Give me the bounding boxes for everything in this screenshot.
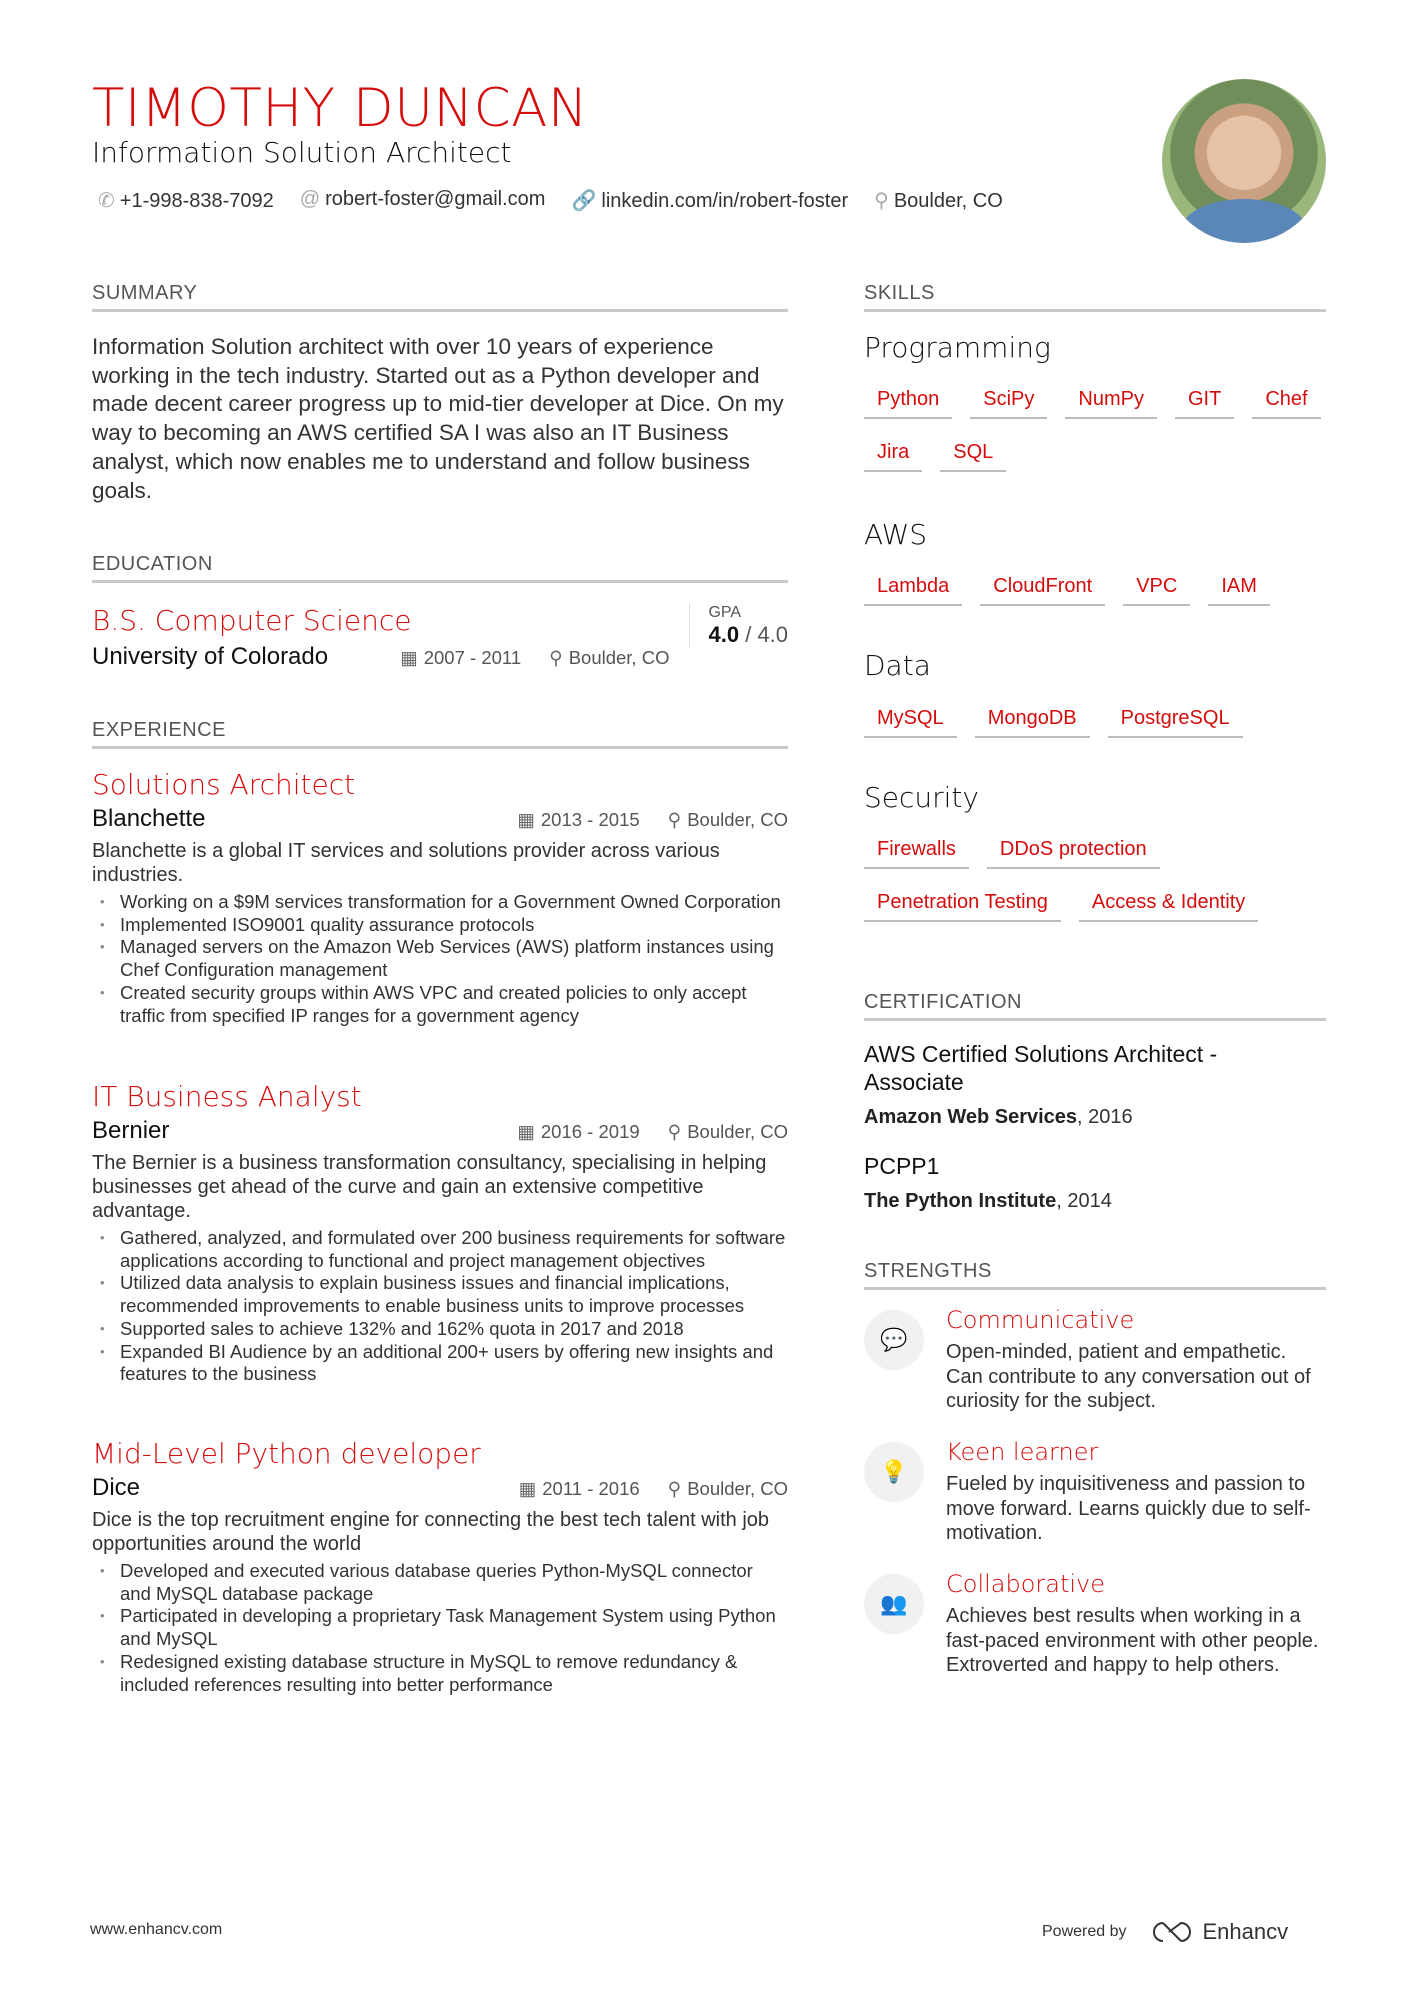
job-bullet: • Expanded BI Audience by an additional 200+ users by offering new insights and features to the business — [92, 1341, 788, 1386]
education-heading: EDUCATION — [92, 553, 788, 583]
strength-desc: Fueled by inquisitiveness and passion to move forward. Learns quickly due to self-motivation. — [946, 1473, 1311, 1544]
cert-issuer: Amazon Web Services — [864, 1106, 1078, 1128]
skill-tag: Chef — [1252, 388, 1320, 419]
link-icon: 🔗 — [571, 190, 597, 212]
skill-category: AWS — [864, 518, 928, 551]
gpa-max: / 4.0 — [745, 622, 788, 647]
skill-tag: Access & Identity — [1079, 891, 1258, 922]
strengths-heading: STRENGTHS — [864, 1260, 1326, 1290]
summary-text: Information Solution architect with over 10 years of experience working in the tech industry. Started out as a Python developer and made decent career progress up to mid-tier developer at Dice. On my way to becoming an AWS certified SA I was also an IT Business analyst, which now enables me to understand and follow business goals. — [92, 334, 784, 503]
skill-tag: Python — [864, 388, 952, 419]
strength-item — [864, 1438, 1326, 1546]
calendar-icon: ▦ — [400, 647, 418, 668]
contact-email[interactable] — [300, 188, 546, 213]
location-icon: ⚲ — [667, 809, 682, 830]
skill-tag: Jira — [864, 441, 922, 472]
job-dates: 2011 - 2016 — [542, 1478, 640, 1499]
skill-category: Programming — [864, 331, 1051, 364]
job-entry — [92, 1080, 788, 1386]
speech-bubble-icon: 💬 — [864, 1310, 924, 1370]
location-icon: ⚲ — [874, 190, 889, 212]
skill-tags — [864, 575, 1326, 606]
at-icon: @ — [299, 188, 321, 210]
enhancv-logo-icon — [1149, 1920, 1195, 1944]
job-bullet: • Utilized data analysis to explain business issues and financial implications, recommended improvements to enable business units to improve processes — [92, 1272, 788, 1317]
lightbulb-icon: 💡 — [864, 1442, 924, 1502]
location-icon: ⚲ — [667, 1478, 682, 1499]
job-bullet: • Working on a $9M services transformation for a Government Owned Corporation — [92, 891, 788, 914]
location-text: Boulder, CO — [893, 190, 1003, 212]
strength-title: Communicative — [946, 1306, 1135, 1334]
job-bullet: • Redesigned existing database structure in MySQL to remove redundancy & included references resulting into better performance — [92, 1651, 788, 1696]
phone-icon: ✆ — [98, 190, 115, 212]
job-entry — [92, 768, 788, 1027]
skill-tag: Penetration Testing — [864, 891, 1061, 922]
group-icon: 👥 — [864, 1574, 924, 1634]
company: Dice — [92, 1474, 141, 1501]
strength-item — [864, 1570, 1326, 1678]
job-title: Mid-Level Python developer — [92, 1437, 481, 1470]
location-icon: ⚲ — [667, 1121, 682, 1142]
footer-website[interactable]: www.enhancv.com — [90, 1921, 223, 1938]
skill-tags — [864, 838, 1326, 922]
skill-tag: SciPy — [970, 388, 1047, 419]
cert-year: , 2014 — [1056, 1190, 1112, 1212]
skills-heading: SKILLS — [864, 282, 1326, 312]
profile-photo — [1162, 79, 1326, 243]
skill-tags — [864, 707, 1326, 738]
job-description: Dice is the top recruitment engine for connecting the best tech talent with job opportunities around the world — [92, 1509, 770, 1555]
powered-by-label: Powered by — [1042, 1923, 1127, 1940]
job-entry — [92, 1437, 788, 1696]
contact-linkedin[interactable] — [571, 188, 848, 213]
calendar-icon: ▦ — [517, 809, 535, 830]
job-title: IT Business Analyst — [92, 1080, 362, 1113]
cert-title: AWS Certified Solutions Architect - Associate — [864, 1041, 1218, 1095]
skill-tag: NumPy — [1065, 388, 1157, 419]
education-entry — [92, 604, 788, 671]
strength-desc: Achieves best results when working in a fast-paced environment with other people. Extroverted and happy to help others. — [946, 1605, 1319, 1676]
job-bullet: • Created security groups within AWS VPC and created policies to only accept traffic from specified IP ranges for a government agency — [92, 982, 788, 1027]
strength-item — [864, 1306, 1326, 1414]
skill-category: Data — [864, 649, 931, 682]
job-location: Boulder, CO — [687, 809, 788, 830]
enhancv-brand: Enhancv — [1202, 1919, 1289, 1944]
job-dates: 2013 - 2015 — [540, 809, 640, 830]
contact-phone[interactable] — [98, 188, 274, 213]
skill-tag: DDoS protection — [987, 838, 1160, 869]
cert-year: , 2016 — [1077, 1106, 1133, 1128]
candidate-title: Information Solution Architect — [92, 136, 512, 169]
edu-dates: 2007 - 2011 — [423, 647, 522, 668]
job-location: Boulder, CO — [687, 1478, 788, 1499]
job-location: Boulder, CO — [687, 1121, 788, 1142]
skill-tag: SQL — [940, 441, 1006, 472]
skill-tags — [864, 388, 1326, 472]
email-text: robert-foster@gmail.com — [325, 188, 546, 210]
job-description: The Bernier is a business transformation consultancy, specialising in helping businesses get ahead of the curve and gain an extensive competitive advantage. — [92, 1152, 767, 1222]
calendar-icon: ▦ — [517, 1121, 535, 1142]
gpa-label: GPA — [708, 604, 742, 621]
calendar-icon: ▦ — [518, 1478, 537, 1499]
linkedin-text: linkedin.com/in/robert-foster — [601, 190, 849, 212]
job-bullet: • Managed servers on the Amazon Web Services (AWS) platform instances using Chef Configuration management — [92, 936, 788, 981]
skill-tag: CloudFront — [980, 575, 1105, 606]
location-icon: ⚲ — [549, 647, 563, 668]
school: University of Colorado — [92, 643, 329, 670]
skill-tag: IAM — [1208, 575, 1270, 606]
skill-category: Security — [864, 781, 979, 814]
skill-tag: VPC — [1123, 575, 1190, 606]
job-bullet: • Gathered, analyzed, and formulated over 200 business requirements for software applications according to functional and project management objectives — [92, 1227, 788, 1272]
certification-heading: CERTIFICATION — [864, 991, 1326, 1021]
strength-title: Keen learner — [946, 1438, 1099, 1466]
gpa-block — [689, 604, 788, 648]
skill-tag: Firewalls — [864, 838, 969, 869]
job-bullet: • Participated in developing a proprietary Task Management System using Python and MySQL — [92, 1605, 788, 1650]
gpa-value: 4.0 — [708, 622, 740, 647]
skill-tag: MySQL — [864, 707, 957, 738]
contact-location — [874, 188, 1003, 213]
company: Bernier — [92, 1117, 170, 1144]
certification-entry — [864, 1152, 1326, 1213]
degree: B.S. Computer Science — [92, 604, 412, 637]
skill-tag: PostgreSQL — [1108, 707, 1243, 738]
company: Blanchette — [92, 805, 206, 832]
job-title: Solutions Architect — [92, 768, 356, 801]
job-bullet: • Developed and executed various database queries Python-MySQL connector and MySQL database package — [92, 1560, 788, 1605]
candidate-name: TIMOTHY DUNCAN — [92, 78, 589, 139]
summary-heading: SUMMARY — [92, 282, 788, 312]
edu-location: Boulder, CO — [568, 647, 670, 668]
skill-tag: GIT — [1175, 388, 1234, 419]
certification-entry — [864, 1040, 1326, 1129]
strength-desc: Open-minded, patient and empathetic. Can contribute to any conversation out of curiosity for the subject. — [946, 1341, 1311, 1412]
skill-tag: MongoDB — [975, 707, 1090, 738]
job-dates: 2016 - 2019 — [540, 1121, 640, 1142]
job-description: Blanchette is a global IT services and solutions provider across various industries. — [92, 840, 720, 886]
skill-tag: Lambda — [864, 575, 962, 606]
strength-title: Collaborative — [946, 1570, 1106, 1598]
job-bullet: • Implemented ISO9001 quality assurance protocols — [92, 914, 788, 937]
cert-issuer: The Python Institute — [864, 1190, 1057, 1212]
cert-title: PCPP1 — [864, 1153, 940, 1179]
experience-heading: EXPERIENCE — [92, 719, 788, 749]
phone-text: +1-998-838-7092 — [119, 190, 274, 212]
contact-bar — [98, 188, 1003, 213]
job-bullet: • Supported sales to achieve 132% and 162% quota in 2017 and 2018 — [92, 1318, 788, 1341]
footer-powered — [1042, 1919, 1288, 1945]
